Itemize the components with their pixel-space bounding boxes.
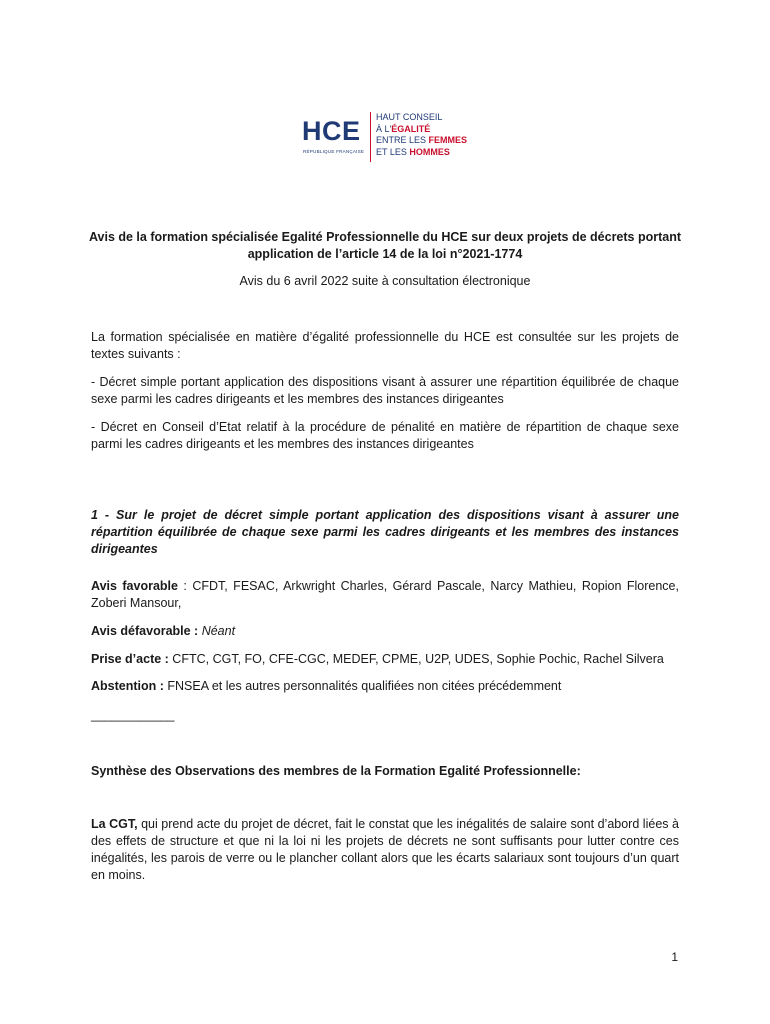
logo-text-lines: [376, 112, 467, 158]
cgt-text: qui prend acte du projet de décret, fait le constat que les inégalités de salaire sont d’abord liées à des effets de structure et que ni la loi ni les projets de décrets ne sont suffisants pour lutter contre ces inégalités, les parois de verre ou le plancher collant alors que les écarts salariaux sont toujours d’un quart en moins.: [91, 817, 679, 882]
vote-favorable: [91, 578, 679, 612]
logo-line-4-part-2: HOMMES: [409, 146, 450, 157]
vote-favorable-label: Avis favorable: [91, 579, 178, 593]
logo-mark: HCE: [302, 116, 361, 146]
cgt-paragraph: [91, 816, 679, 884]
logo-line-4: [376, 147, 467, 159]
vote-defavorable: [91, 623, 235, 640]
intro-paragraph: La formation spécialisée en matière d’égalité professionnelle du HCE est consultée sur les projets de textes suivants :: [91, 330, 679, 361]
logo-line-1-part-1: HAUT CONSEIL: [376, 112, 443, 122]
vote-abstention-value: FNSEA et les autres personnalités qualifiées non citées précédemment: [167, 679, 562, 693]
document-subtitle: Avis du 6 avril 2022 suite à consultation électronique: [239, 274, 531, 288]
logo-line-3-part-2: FEMMES: [428, 135, 468, 145]
page-number: 1: [671, 950, 678, 964]
vote-prise-acte-label: Prise d’acte :: [91, 652, 173, 666]
document-title-line-2: application de l’article 14 de la loi n°2021-1774: [247, 247, 523, 261]
vote-abstention-label: Abstention :: [91, 679, 168, 693]
vote-defavorable-value: Néant: [201, 624, 236, 638]
logo-divider: [370, 112, 371, 162]
vote-prise-acte-value: CFTC, CGT, FO, CFE-CGC, MEDEF, CPME, U2P, UDES, Sophie Pochic, Rachel Silvera: [172, 652, 664, 666]
cgt-label: La CGT,: [91, 817, 138, 831]
separator-line: ____________: [91, 708, 175, 722]
document-title-line-1: Avis de la formation spécialisée Egalité Professionnelle du HCE sur deux projets de décrets portant: [88, 230, 682, 244]
logo-line-3: [376, 135, 467, 147]
synthese-heading: Synthèse des Observations des membres de la Formation Egalité Professionnelle:: [91, 764, 581, 778]
logo-line-2: [376, 124, 467, 136]
hce-logo: [302, 110, 482, 166]
section-1-heading: 1 - Sur le projet de décret simple portant application des dispositions visant à assurer une répartition équilibrée de chaque sexe parmi les cadres dirigeants et les membres des instances dirigeantes: [91, 508, 679, 556]
vote-defavorable-label: Avis défavorable :: [91, 624, 202, 638]
logo-subtitle: RÉPUBLIQUE FRANÇAISE: [303, 149, 365, 154]
vote-prise-acte: [91, 651, 664, 668]
decree-item-1: - Décret simple portant application des dispositions visant à assurer une répartition équilibrée de chaque sexe parmi les cadres dirigeants et les membres des instances dirigeantes: [91, 375, 679, 406]
logo-line-2-part-1: À L': [376, 123, 392, 134]
logo-line-2-part-2: ÉGALITÉ: [391, 123, 431, 134]
decree-item-2: - Décret en Conseil d’Etat relatif à la procédure de pénalité en matière de répartition de chaque sexe parmi les cadres dirigeants et les membres des instances dirigeantes: [91, 420, 679, 451]
logo-line-3-part-1: ENTRE LES: [376, 135, 429, 145]
logo-line-1: [376, 112, 467, 124]
logo-line-4-part-1: ET LES: [376, 146, 410, 157]
vote-favorable-value: : CFDT, FESAC, Arkwright Charles, Gérard Pascale, Narcy Mathieu, Ropion Florence, Zoberi Mansour,: [91, 579, 679, 610]
vote-abstention: [91, 678, 561, 695]
